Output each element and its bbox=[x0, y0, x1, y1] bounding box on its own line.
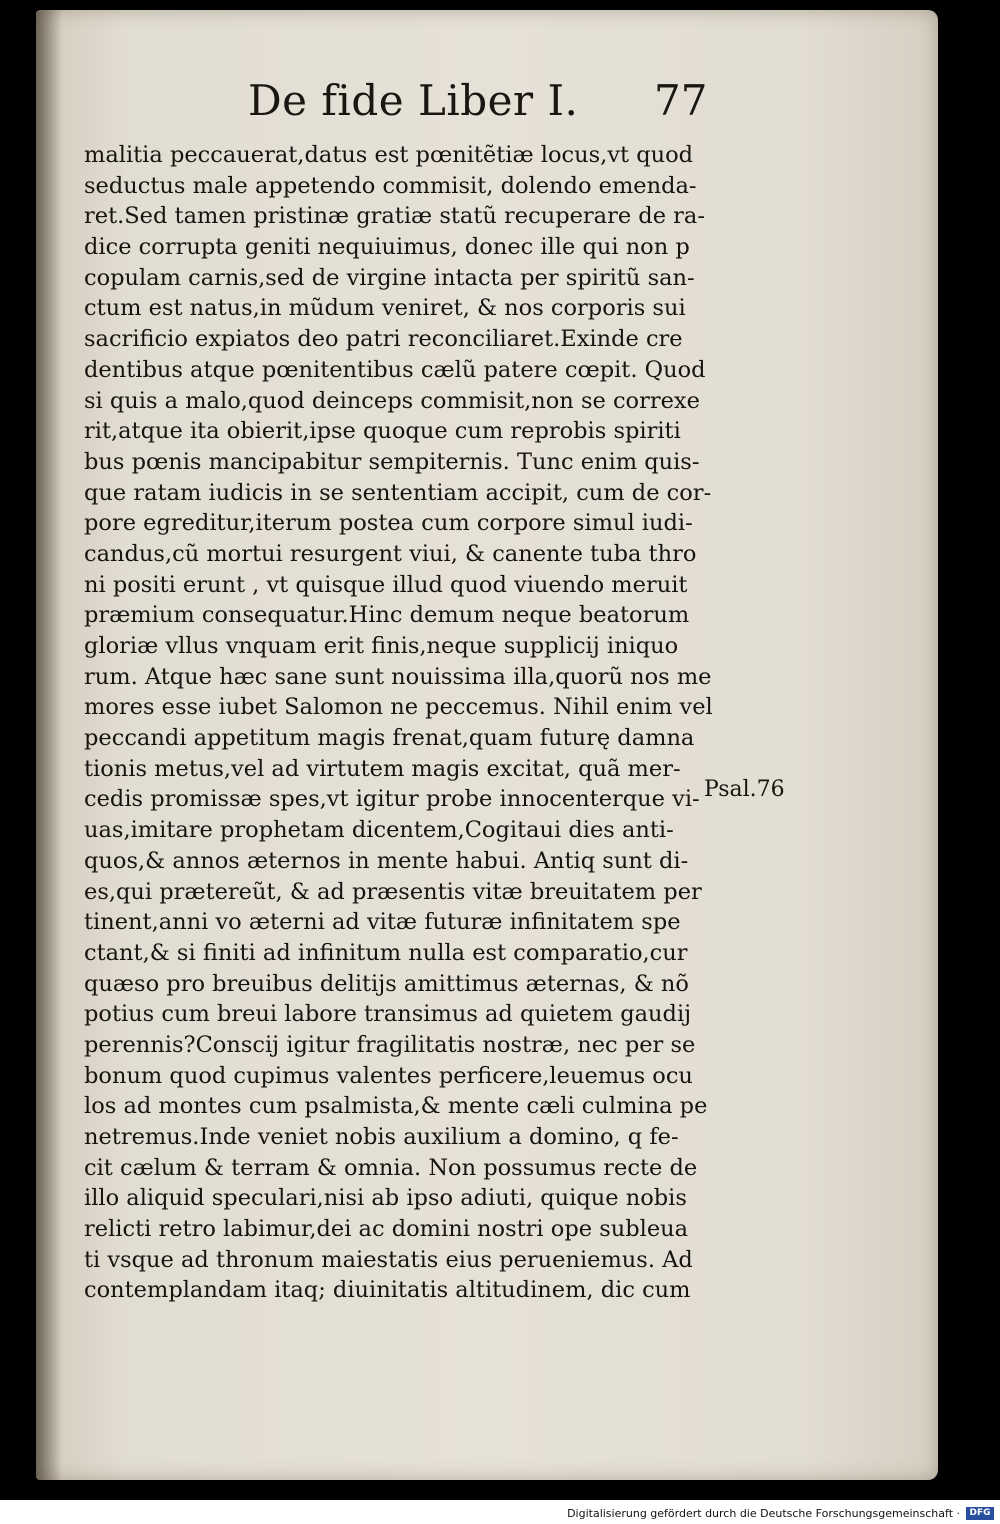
text-line: cit cælum & terram & omnia. Non possumus recte de bbox=[84, 1154, 698, 1181]
dfg-logo-icon: DFG bbox=[966, 1507, 994, 1520]
book-page bbox=[36, 10, 938, 1480]
text-line: peccandi appetitum magis frenat,quam futurę damna bbox=[84, 725, 695, 752]
page-header bbox=[36, 76, 938, 146]
text-line: præmium consequatur.Hinc demum neque beatorum bbox=[84, 602, 690, 629]
body-text bbox=[84, 140, 754, 1306]
text-line: dentibus atque pœnitentibus cælũ patere cœpit. Quod bbox=[84, 356, 706, 383]
text-line: dice corrupta geniti nequiuimus, donec ille qui non p bbox=[84, 234, 690, 261]
text-line: pore egreditur,iterum postea cum corpore simul iudi- bbox=[84, 510, 693, 537]
text-line: sacrificio expiatos deo patri reconciliaret.Exinde cre bbox=[84, 326, 683, 353]
text-line: quæso pro breuibus delitijs amittimus æternas, & nõ bbox=[84, 970, 689, 997]
text-line: quos,& annos æternos in mente habui. Antiq sunt di- bbox=[84, 847, 689, 874]
text-line: contemplandam itaq; diuinitatis altitudinem, dic cum bbox=[84, 1277, 691, 1304]
text-line: perennis?Conscij igitur fragilitatis nostræ, nec per se bbox=[84, 1031, 696, 1058]
text-line: gloriæ vllus vnquam erit finis,neque supplicij iniquo bbox=[84, 633, 679, 659]
page-number: 77 bbox=[654, 76, 708, 125]
text-line: potius cum breui labore transimus ad quietem gaudij bbox=[84, 1001, 692, 1028]
text-line: rum. Atque hæc sane sunt nouissima illa,quorũ nos me bbox=[84, 663, 712, 690]
text-line: cedis promissæ spes,vt igitur probe innocenterque vi- bbox=[84, 786, 700, 813]
text-line: es,qui prætereũt, & ad præsentis vitæ breuitatem per bbox=[84, 878, 702, 905]
text-line: ret.Sed tamen pristinæ gratiæ statũ recuperare de ra- bbox=[84, 203, 705, 230]
text-line: ni positi erunt , vt quisque illud quod viuendo meruit bbox=[84, 571, 688, 598]
footer-credit: Digitalisierung gefördert durch die Deutsche Forschungsgemeinschaft · bbox=[567, 1504, 960, 1524]
text-line: tionis metus,vel ad virtutem magis excitat, quã mer- bbox=[84, 755, 681, 782]
text-line: los ad montes cum psalmista,& mente cæli culmina pe bbox=[84, 1093, 708, 1120]
text-line: copulam carnis,sed de virgine intacta per spiritũ san- bbox=[84, 264, 695, 291]
text-line: netremus.Inde veniet nobis auxilium a domino, q fe- bbox=[84, 1124, 679, 1150]
text-line: tinent,anni vo æterni ad vitæ futuræ infinitatem spe bbox=[84, 909, 681, 936]
text-line: malitia peccauerat,datus est pœnitẽtiæ locus,vt quod bbox=[84, 142, 694, 168]
spine-shadow bbox=[36, 10, 62, 1480]
text-line: illo aliquid speculari,nisi ab ipso adiuti, quique nobis bbox=[84, 1185, 687, 1212]
text-line: seductus male appetendo commisit, dolendo emenda- bbox=[84, 172, 697, 199]
text-line: mores esse iubet Salomon ne peccemus. Nihil enim vel bbox=[84, 694, 713, 721]
text-line: relicti retro labimur,dei ac domini nostri ope subleua bbox=[84, 1216, 689, 1243]
text-line: que ratam iudicis in se sententiam accipit, cum de cor- bbox=[84, 479, 712, 506]
text-line: bus pœnis mancipabitur sempiternis. Tunc enim quis- bbox=[84, 448, 700, 475]
text-line: bonum quod cupimus valentes perficere,leuemus ocu bbox=[84, 1062, 693, 1089]
text-line: rit,atque ita obierit,ipse quoque cum reprobis spiriti bbox=[84, 418, 681, 445]
text-line: si quis a malo,quod deinceps commisit,non se correxe bbox=[84, 387, 700, 414]
text-line: candus,cũ mortui resurgent viui, & canente tuba thro bbox=[84, 540, 697, 567]
running-title: De fide Liber I. bbox=[248, 76, 579, 125]
text-line: ctant,& si finiti ad infinitum nulla est comparatio,cur bbox=[84, 939, 688, 966]
text-line: uas,imitare prophetam dicentem,Cogitaui dies anti- bbox=[84, 817, 674, 844]
text-line: ctum est natus,in mũdum veniret, & nos corporis sui bbox=[84, 295, 686, 322]
text-line: ti vsque ad thronum maiestatis eius perueniemus. Ad bbox=[84, 1246, 693, 1273]
margin-note: Psal.76 bbox=[704, 777, 785, 802]
